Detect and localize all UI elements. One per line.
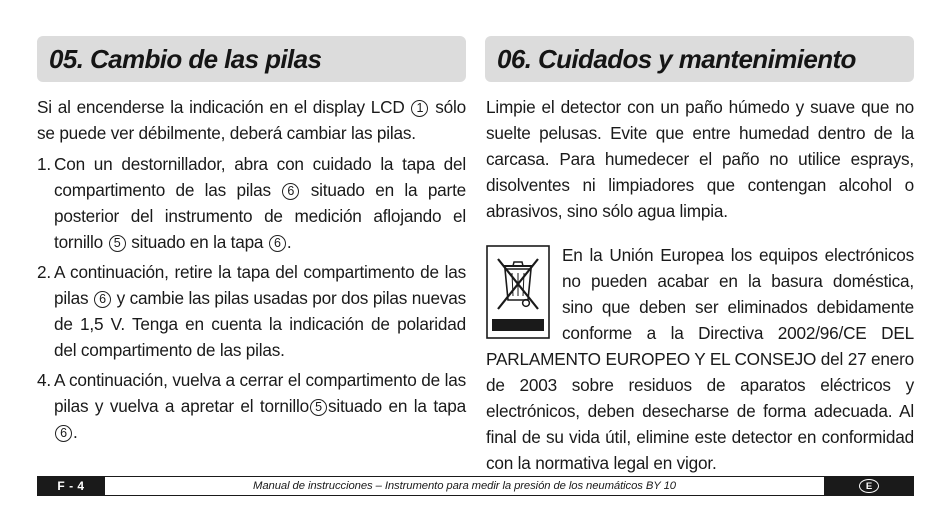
section-title-care: 06. Cuidados y mantenimiento: [497, 43, 856, 74]
ref-circle-1: 1: [411, 100, 428, 117]
battery-steps-list: [37, 151, 466, 445]
section-title-battery: 05. Cambio de las pilas: [49, 43, 322, 74]
section-header-care: [485, 36, 914, 82]
step-text: [54, 367, 466, 445]
ref-circle-5: 5: [109, 235, 126, 252]
step-number: 4.: [37, 370, 51, 390]
step-number: 2.: [37, 262, 51, 282]
intro-text: Si al encenderse la indicación en el display LCD: [37, 97, 405, 117]
battery-intro-paragraph: [37, 94, 466, 146]
list-item: [37, 151, 466, 255]
crossed-out-wheelie-bin-icon: [486, 245, 550, 339]
ref-circle-5: 5: [310, 399, 327, 416]
manual-title: Manual de instrucciones – Instrumento para medir la presión de los neumáticos BY 10: [253, 480, 676, 492]
step-text: [54, 151, 466, 255]
intro-text-cont: sólo se puede ver débilmente, deberá cambiar las pilas.: [37, 97, 466, 143]
list-item: [37, 259, 466, 363]
care-paragraph: Limpie el detector con un paño húmedo y suave que no suelte pelusas. Evite que entre humedad dentro de la carcasa. Para humedecer el paño no utilice esprays, disolventes ni limpiadores que contengan alcohol o abrasivos, sino sólo agua limpia.: [486, 97, 914, 221]
step-text-part: A continuación, retire la tapa del compartimento de las pilas: [54, 262, 466, 308]
section-header-battery: [37, 36, 466, 82]
step-text-part: A continuación, vuelva a cerrar el compartimento de las pilas y vuelva a apretar el tornillo: [54, 370, 466, 416]
disposal-paragraph: En la Unión Europea los equipos electrónicos no pueden acabar en la basura doméstica, sino que deben ser eliminados debidamente conforme a la Directiva 2002/96/CE DEL PARLAMENTO EUROPEO Y EL CONSEJO del 27 enero de 2003 sobre residuos de aparatos eléctricos y electrónicos, deben desecharse de forma adecuada. Al final de su vida útil, elimine este detector en conformidad con la normativa legal en vigor.: [486, 245, 914, 473]
step-text-part: .: [73, 422, 78, 442]
disposal-block: [486, 242, 914, 476]
page-number: F - 4: [37, 476, 105, 496]
care-column: [486, 94, 914, 476]
ref-circle-6: 6: [55, 425, 72, 442]
language-box: [824, 476, 914, 496]
battery-change-column: [37, 94, 466, 449]
page-footer: [37, 476, 914, 496]
list-item: [37, 367, 466, 445]
step-text-part: y cambie las pilas usadas por dos pilas nuevas de 1,5 V. Tenga en cuenta la indicación de polaridad del compartimento de las pilas.: [54, 288, 467, 360]
step-text-part: situado en la parte posterior del instrumento de medición aflojando el tornillo: [54, 180, 466, 252]
step-text-part: situado en la tapa: [327, 396, 466, 416]
step-text-part: situado en la tapa: [131, 232, 264, 252]
ref-circle-6: 6: [94, 291, 111, 308]
step-text-part: Con un destornillador, abra con cuidado la tapa del compartimento de las pilas: [54, 154, 466, 200]
step-text-part: .: [286, 232, 292, 252]
language-badge: E: [859, 479, 879, 493]
ref-circle-6: 6: [269, 235, 286, 252]
step-text: [54, 259, 466, 363]
step-number: 1.: [37, 154, 51, 174]
ref-circle-6: 6: [282, 183, 299, 200]
